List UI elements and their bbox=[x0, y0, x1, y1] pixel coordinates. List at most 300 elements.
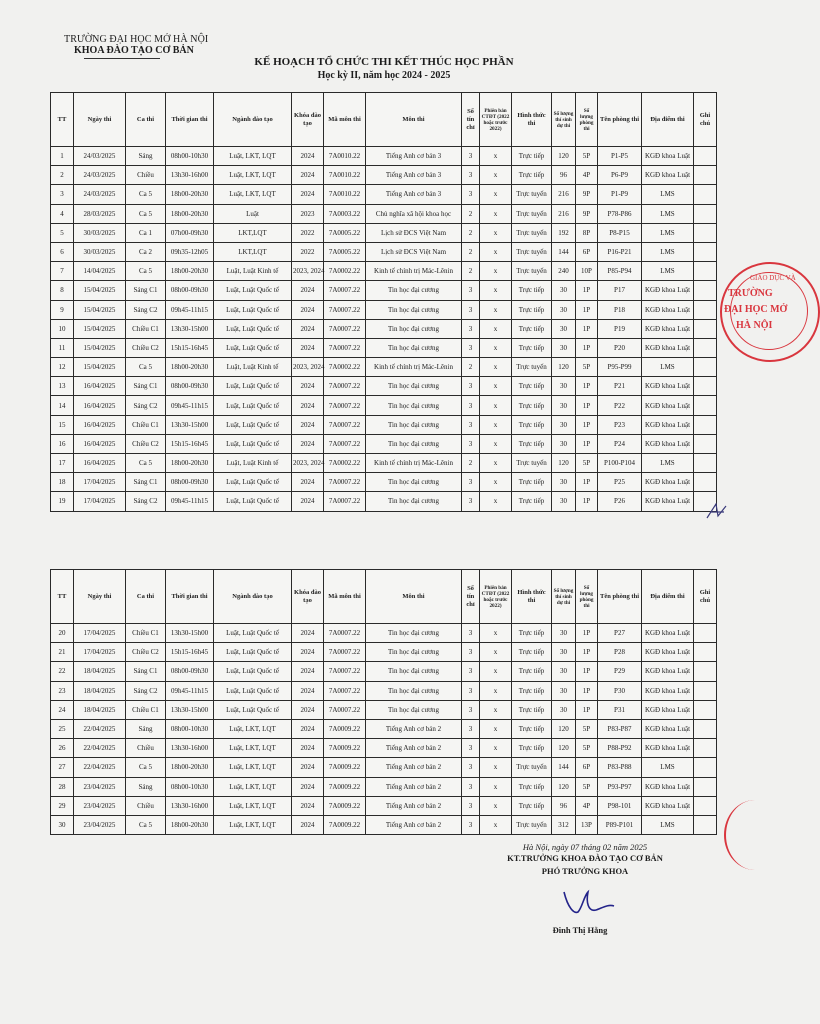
table-cell: Ca 5 bbox=[126, 358, 166, 377]
table-cell: 08h00-09h30 bbox=[166, 281, 214, 300]
table-cell: 16 bbox=[51, 434, 74, 453]
table-cell: P78-P86 bbox=[598, 204, 642, 223]
table-cell: Luật bbox=[214, 204, 292, 223]
table-cell: 2024 bbox=[292, 796, 324, 815]
table-cell: P30 bbox=[598, 681, 642, 700]
table-cell bbox=[694, 624, 717, 643]
table-cell: x bbox=[480, 643, 512, 662]
stamp-text-2: ĐẠI HỌC MỞ bbox=[724, 304, 788, 315]
table-cell: KGĐ khoa Luật bbox=[642, 434, 694, 453]
table-cell: 30 bbox=[552, 662, 576, 681]
signer-subtitle: PHÓ TRƯỞNG KHOA bbox=[541, 866, 629, 876]
table-cell: x bbox=[480, 147, 512, 166]
table-cell: Tin học đại cương bbox=[366, 281, 462, 300]
table-cell: Sáng C2 bbox=[126, 300, 166, 319]
table-cell: Trực tuyến bbox=[512, 223, 552, 242]
table-cell: Luật, Luật Quốc tế bbox=[214, 319, 292, 338]
table-cell: Tin học đại cương bbox=[366, 338, 462, 357]
table-row bbox=[51, 796, 717, 815]
table-cell: x bbox=[480, 396, 512, 415]
table-cell: Trực tiếp bbox=[512, 377, 552, 396]
table-cell bbox=[694, 204, 717, 223]
table-cell: 1P bbox=[576, 492, 598, 511]
initials-mark bbox=[704, 500, 730, 524]
column-header: Khóa đào tạo bbox=[292, 570, 324, 624]
table-cell: 30 bbox=[552, 434, 576, 453]
column-header: Địa điểm thi bbox=[642, 570, 694, 624]
table-cell: 18h00-20h30 bbox=[166, 358, 214, 377]
table-cell: 2024 bbox=[292, 166, 324, 185]
column-header: Số lượng thí sinh dự thi bbox=[552, 570, 576, 624]
table-cell: 22/04/2025 bbox=[74, 719, 126, 738]
table-cell: Sáng C2 bbox=[126, 396, 166, 415]
table-cell: Trực tuyến bbox=[512, 242, 552, 261]
table-cell: 7A0007.22 bbox=[324, 434, 366, 453]
table-cell bbox=[694, 223, 717, 242]
column-header: Số tín chỉ bbox=[462, 570, 480, 624]
table-header-row bbox=[51, 570, 717, 624]
table-cell: Chiều C1 bbox=[126, 624, 166, 643]
table-cell: 18h00-20h30 bbox=[166, 758, 214, 777]
table-cell: 3 bbox=[462, 415, 480, 434]
table-cell: 16/04/2025 bbox=[74, 415, 126, 434]
table-cell: Luật, LKT, LQT bbox=[214, 777, 292, 796]
table-cell: 1P bbox=[576, 624, 598, 643]
table-cell: 20 bbox=[51, 624, 74, 643]
table-row bbox=[51, 662, 717, 681]
table-cell: x bbox=[480, 185, 512, 204]
table-cell: 2024 bbox=[292, 777, 324, 796]
table-row bbox=[51, 643, 717, 662]
table-cell: 7A0009.22 bbox=[324, 796, 366, 815]
table-cell bbox=[694, 777, 717, 796]
table-cell: P6-P9 bbox=[598, 166, 642, 185]
table-cell bbox=[694, 262, 717, 281]
table-cell: 2024 bbox=[292, 758, 324, 777]
table-cell: 29 bbox=[51, 796, 74, 815]
table-cell: P28 bbox=[598, 643, 642, 662]
table-cell: Tiếng Anh cơ bản 3 bbox=[366, 147, 462, 166]
table-row bbox=[51, 777, 717, 796]
table-cell: Sáng C2 bbox=[126, 681, 166, 700]
table-cell: 5P bbox=[576, 454, 598, 473]
table-cell: 16/04/2025 bbox=[74, 434, 126, 453]
table-cell: KGĐ khoa Luật bbox=[642, 319, 694, 338]
table-cell: 3 bbox=[462, 758, 480, 777]
table-cell: 5P bbox=[576, 739, 598, 758]
table-cell: P19 bbox=[598, 319, 642, 338]
table-cell: LMS bbox=[642, 204, 694, 223]
table-cell: 7A0010.22 bbox=[324, 147, 366, 166]
table-cell: 08h00-09h30 bbox=[166, 662, 214, 681]
table-cell: 24/03/2025 bbox=[74, 185, 126, 204]
table-cell: 12 bbox=[51, 358, 74, 377]
column-header: Hình thức thi bbox=[512, 570, 552, 624]
document-subtitle: Học kỳ II, năm học 2024 - 2025 bbox=[317, 70, 451, 81]
table-cell: P22 bbox=[598, 396, 642, 415]
table-cell: Trực tuyến bbox=[512, 204, 552, 223]
table-cell: 312 bbox=[552, 815, 576, 834]
table-cell bbox=[694, 815, 717, 834]
table-cell: Tin học đại cương bbox=[366, 396, 462, 415]
table-cell: 08h00-10h30 bbox=[166, 147, 214, 166]
table-cell: 15 bbox=[51, 415, 74, 434]
table-cell: 27 bbox=[51, 758, 74, 777]
table-cell: 1P bbox=[576, 396, 598, 415]
table-cell: Tiếng Anh cơ bản 2 bbox=[366, 758, 462, 777]
table-cell: Trực tiếp bbox=[512, 700, 552, 719]
table-cell: x bbox=[480, 434, 512, 453]
table-cell: 7A0009.22 bbox=[324, 777, 366, 796]
table-cell: 5 bbox=[51, 223, 74, 242]
table-cell: 10 bbox=[51, 319, 74, 338]
table-cell: 3 bbox=[462, 739, 480, 758]
table-cell: 7A0007.22 bbox=[324, 396, 366, 415]
table-cell: Tin học đại cương bbox=[366, 492, 462, 511]
table-cell bbox=[694, 147, 717, 166]
table-cell: 2 bbox=[462, 242, 480, 261]
table-cell: Luật, Luật Kinh tế bbox=[214, 358, 292, 377]
table-cell: Trực tiếp bbox=[512, 492, 552, 511]
table-cell: 7A0005.22 bbox=[324, 242, 366, 261]
table-cell: Trực tiếp bbox=[512, 719, 552, 738]
table-cell: 22/04/2025 bbox=[74, 739, 126, 758]
table-cell: Tin học đại cương bbox=[366, 300, 462, 319]
table-cell: P1-P5 bbox=[598, 147, 642, 166]
table-cell: x bbox=[480, 739, 512, 758]
table-cell: 15h15-16h45 bbox=[166, 643, 214, 662]
table-cell: LKT,LQT bbox=[214, 242, 292, 261]
table-cell bbox=[694, 700, 717, 719]
table-cell: P83-P88 bbox=[598, 758, 642, 777]
table-cell: 1P bbox=[576, 281, 598, 300]
table-cell: 7A0007.22 bbox=[324, 700, 366, 719]
table-cell: x bbox=[480, 166, 512, 185]
table-body bbox=[51, 147, 717, 512]
column-header: Khóa đào tạo bbox=[292, 93, 324, 147]
table-cell: P89-P101 bbox=[598, 815, 642, 834]
table-cell: Tin học đại cương bbox=[366, 434, 462, 453]
table-cell: Trực tiếp bbox=[512, 643, 552, 662]
table-cell bbox=[694, 281, 717, 300]
table-cell: Luật, Luật Quốc tế bbox=[214, 377, 292, 396]
table-cell: 09h45-11h15 bbox=[166, 300, 214, 319]
table-cell: x bbox=[480, 319, 512, 338]
table-cell: 30 bbox=[51, 815, 74, 834]
table-cell: Trực tiếp bbox=[512, 147, 552, 166]
table-cell: 3 bbox=[462, 338, 480, 357]
table-cell: Trực tuyến bbox=[512, 815, 552, 834]
table-cell: 144 bbox=[552, 242, 576, 261]
table-cell: P16-P21 bbox=[598, 242, 642, 261]
table-cell: 13h30-16h00 bbox=[166, 739, 214, 758]
table-cell: 15/04/2025 bbox=[74, 338, 126, 357]
table-cell: 1P bbox=[576, 319, 598, 338]
table-cell: 19 bbox=[51, 492, 74, 511]
table-cell: Sáng C1 bbox=[126, 281, 166, 300]
table-cell: Sáng C1 bbox=[126, 473, 166, 492]
table-cell: Chiều C2 bbox=[126, 434, 166, 453]
table-cell bbox=[694, 719, 717, 738]
table-cell: x bbox=[480, 358, 512, 377]
table-cell: 22 bbox=[51, 662, 74, 681]
table-cell: LMS bbox=[642, 758, 694, 777]
table-cell: 2022 bbox=[292, 223, 324, 242]
table-cell: 30 bbox=[552, 681, 576, 700]
column-header: Phiên bản CTĐT (2022 hoặc trước 2022) bbox=[480, 93, 512, 147]
table-cell: 30 bbox=[552, 300, 576, 319]
table-cell: LMS bbox=[642, 454, 694, 473]
table-cell: 13P bbox=[576, 815, 598, 834]
table-cell: 13h30-16h00 bbox=[166, 796, 214, 815]
table-cell: 16/04/2025 bbox=[74, 454, 126, 473]
column-header: Môn thi bbox=[366, 570, 462, 624]
table-cell: 4 bbox=[51, 204, 74, 223]
table-row bbox=[51, 319, 717, 338]
table-cell: Sáng C1 bbox=[126, 662, 166, 681]
table-row bbox=[51, 758, 717, 777]
table-cell: 7A0007.22 bbox=[324, 319, 366, 338]
table-row bbox=[51, 492, 717, 511]
table-cell: x bbox=[480, 242, 512, 261]
column-header: Ngành đào tạo bbox=[214, 93, 292, 147]
table-row bbox=[51, 473, 717, 492]
table-cell: 7A0003.22 bbox=[324, 204, 366, 223]
table-cell: 11 bbox=[51, 338, 74, 357]
table-cell: 1P bbox=[576, 473, 598, 492]
table-cell: LKT,LQT bbox=[214, 223, 292, 242]
table-cell: 1 bbox=[51, 147, 74, 166]
table-cell: 16/04/2025 bbox=[74, 377, 126, 396]
table-cell: 1P bbox=[576, 681, 598, 700]
table-cell: P17 bbox=[598, 281, 642, 300]
table-cell: 28/03/2025 bbox=[74, 204, 126, 223]
table-cell: LMS bbox=[642, 242, 694, 261]
table-cell: 7A0007.22 bbox=[324, 492, 366, 511]
table-cell: 2 bbox=[51, 166, 74, 185]
table-row bbox=[51, 185, 717, 204]
table-cell: Lịch sử ĐCS Việt Nam bbox=[366, 242, 462, 261]
table-cell: P93-P97 bbox=[598, 777, 642, 796]
table-row bbox=[51, 434, 717, 453]
table-cell: Luật, Luật Quốc tế bbox=[214, 643, 292, 662]
column-header: Thời gian thi bbox=[166, 93, 214, 147]
table-cell: 3 bbox=[462, 681, 480, 700]
table-cell: Tin học đại cương bbox=[366, 681, 462, 700]
table-cell: KGĐ khoa Luật bbox=[642, 492, 694, 511]
table-cell: 2024 bbox=[292, 338, 324, 357]
table-cell bbox=[694, 396, 717, 415]
table-cell: 120 bbox=[552, 777, 576, 796]
table-row bbox=[51, 454, 717, 473]
table-cell bbox=[694, 662, 717, 681]
faculty-name: KHOA ĐÀO TẠO CƠ BẢN bbox=[74, 45, 194, 56]
table-cell: x bbox=[480, 223, 512, 242]
table-cell: 14/04/2025 bbox=[74, 262, 126, 281]
red-seal-stamp bbox=[720, 262, 820, 362]
table-cell: 17/04/2025 bbox=[74, 492, 126, 511]
table-cell: Luật, Luật Quốc tế bbox=[214, 434, 292, 453]
table-cell: 2024 bbox=[292, 473, 324, 492]
column-header: Ngành đào tạo bbox=[214, 570, 292, 624]
table-cell: Chiều C2 bbox=[126, 338, 166, 357]
table-cell: 26 bbox=[51, 739, 74, 758]
table-row bbox=[51, 681, 717, 700]
table-cell: 30/03/2025 bbox=[74, 242, 126, 261]
table-cell: 3 bbox=[462, 281, 480, 300]
table-cell: x bbox=[480, 662, 512, 681]
table-cell bbox=[694, 415, 717, 434]
table-cell: 120 bbox=[552, 358, 576, 377]
table-cell: 2024 bbox=[292, 739, 324, 758]
table-cell: 13 bbox=[51, 377, 74, 396]
table-cell: 96 bbox=[552, 166, 576, 185]
table-cell: 4P bbox=[576, 796, 598, 815]
table-cell: 2023 bbox=[292, 204, 324, 223]
table-cell: Trực tuyến bbox=[512, 758, 552, 777]
table-cell: P83-P87 bbox=[598, 719, 642, 738]
column-header: Phiên bản CTĐT (2022 hoặc trước 2022) bbox=[480, 570, 512, 624]
table-cell: 23/04/2025 bbox=[74, 777, 126, 796]
table-cell: 18h00-20h30 bbox=[166, 454, 214, 473]
table-cell: Trực tiếp bbox=[512, 739, 552, 758]
table-cell: 30 bbox=[552, 624, 576, 643]
table-cell: 28 bbox=[51, 777, 74, 796]
table-cell: Trực tuyến bbox=[512, 454, 552, 473]
table-cell: 5P bbox=[576, 358, 598, 377]
table-cell: Tin học đại cương bbox=[366, 643, 462, 662]
document-title: KẾ HOẠCH TỔ CHỨC THI KẾT THÚC HỌC PHẦN bbox=[254, 56, 514, 68]
table-row bbox=[51, 281, 717, 300]
table-cell bbox=[694, 358, 717, 377]
table-cell: KGĐ khoa Luật bbox=[642, 624, 694, 643]
table-cell bbox=[694, 796, 717, 815]
table-row bbox=[51, 739, 717, 758]
table-cell: 08h00-09h30 bbox=[166, 377, 214, 396]
table-row bbox=[51, 223, 717, 242]
table-cell: 5P bbox=[576, 719, 598, 738]
table-cell: 1P bbox=[576, 415, 598, 434]
exam-schedule-table-1 bbox=[50, 92, 717, 512]
stamp-text-3: HÀ NỘI bbox=[736, 320, 773, 331]
column-header: TT bbox=[51, 93, 74, 147]
table-cell: 13h30-16h00 bbox=[166, 166, 214, 185]
table-cell: Sáng C1 bbox=[126, 377, 166, 396]
handwritten-signature bbox=[558, 882, 618, 922]
table-cell: x bbox=[480, 473, 512, 492]
table-cell: Trực tiếp bbox=[512, 281, 552, 300]
table-cell: 13h30-15h00 bbox=[166, 319, 214, 338]
column-header: Ghi chú bbox=[694, 93, 717, 147]
table-cell: 3 bbox=[51, 185, 74, 204]
table-cell: x bbox=[480, 700, 512, 719]
table-cell: 2024 bbox=[292, 815, 324, 834]
table-cell: Luật, Luật Quốc tế bbox=[214, 492, 292, 511]
table-cell: P23 bbox=[598, 415, 642, 434]
table-row bbox=[51, 242, 717, 261]
table-cell: x bbox=[480, 719, 512, 738]
table-cell: 30 bbox=[552, 396, 576, 415]
table-cell: Trực tiếp bbox=[512, 624, 552, 643]
table-cell: 2 bbox=[462, 454, 480, 473]
table-cell: 7A0002.22 bbox=[324, 454, 366, 473]
table-cell: 10P bbox=[576, 262, 598, 281]
table-cell: KGĐ khoa Luật bbox=[642, 300, 694, 319]
place-date: Hà Nội, ngày 07 tháng 02 năm 2025 bbox=[522, 842, 648, 852]
table-row bbox=[51, 204, 717, 223]
table-cell: 15/04/2025 bbox=[74, 281, 126, 300]
table-cell: Kinh tế chính trị Mác-Lênin bbox=[366, 262, 462, 281]
table-cell: Kinh tế chính trị Mác-Lênin bbox=[366, 358, 462, 377]
table-cell: 7A0010.22 bbox=[324, 166, 366, 185]
table-cell: Tin học đại cương bbox=[366, 473, 462, 492]
table-cell: Trực tiếp bbox=[512, 473, 552, 492]
table-cell: 6P bbox=[576, 758, 598, 777]
table-cell bbox=[694, 242, 717, 261]
table-cell: Luật, Luật Quốc tế bbox=[214, 473, 292, 492]
table-cell: 2024 bbox=[292, 643, 324, 662]
table-cell: x bbox=[480, 338, 512, 357]
column-header: Mã môn thi bbox=[324, 93, 366, 147]
table-row bbox=[51, 166, 717, 185]
table-cell: Luật, Luật Quốc tế bbox=[214, 338, 292, 357]
table-cell: 17 bbox=[51, 454, 74, 473]
table-cell: Sáng bbox=[126, 777, 166, 796]
table-cell: 1P bbox=[576, 700, 598, 719]
table-cell: 30 bbox=[552, 338, 576, 357]
table-cell bbox=[694, 300, 717, 319]
table-cell: 2024 bbox=[292, 719, 324, 738]
column-header: Số lượng phòng thi bbox=[576, 570, 598, 624]
table-cell: x bbox=[480, 681, 512, 700]
table-cell: 09h45-11h15 bbox=[166, 492, 214, 511]
table-cell: Chiều bbox=[126, 796, 166, 815]
table-cell: Tin học đại cương bbox=[366, 700, 462, 719]
table-cell: Luật, LKT, LQT bbox=[214, 166, 292, 185]
table-cell: 2 bbox=[462, 358, 480, 377]
table-cell: 2024 bbox=[292, 624, 324, 643]
table-cell: 08h00-10h30 bbox=[166, 719, 214, 738]
table-cell: Chiều C1 bbox=[126, 700, 166, 719]
table-cell: 2 bbox=[462, 262, 480, 281]
table-cell: Trực tiếp bbox=[512, 338, 552, 357]
stamp-text-1: TRƯỜNG bbox=[728, 288, 773, 299]
table-cell: 240 bbox=[552, 262, 576, 281]
table-cell bbox=[694, 377, 717, 396]
table-cell: KGĐ khoa Luật bbox=[642, 281, 694, 300]
table-cell: Tiếng Anh cơ bản 3 bbox=[366, 185, 462, 204]
table-cell: Ca 5 bbox=[126, 204, 166, 223]
table-cell: LMS bbox=[642, 185, 694, 204]
table-cell: 96 bbox=[552, 796, 576, 815]
table-cell: Chiều C2 bbox=[126, 643, 166, 662]
table-row bbox=[51, 377, 717, 396]
table-cell: P98-101 bbox=[598, 796, 642, 815]
table-cell: KGĐ khoa Luật bbox=[642, 415, 694, 434]
table-cell: Luật, Luật Kinh tế bbox=[214, 454, 292, 473]
table-cell: 3 bbox=[462, 662, 480, 681]
table-cell: 7A0009.22 bbox=[324, 739, 366, 758]
table-cell: Sáng bbox=[126, 719, 166, 738]
exam-schedule-table-2 bbox=[50, 569, 717, 835]
table-cell: 216 bbox=[552, 204, 576, 223]
table-cell: 2024 bbox=[292, 377, 324, 396]
table-cell: 09h45-11h15 bbox=[166, 396, 214, 415]
table-cell: Trực tuyến bbox=[512, 185, 552, 204]
table-cell: x bbox=[480, 300, 512, 319]
table-cell bbox=[694, 681, 717, 700]
table-cell: Chiều C1 bbox=[126, 415, 166, 434]
